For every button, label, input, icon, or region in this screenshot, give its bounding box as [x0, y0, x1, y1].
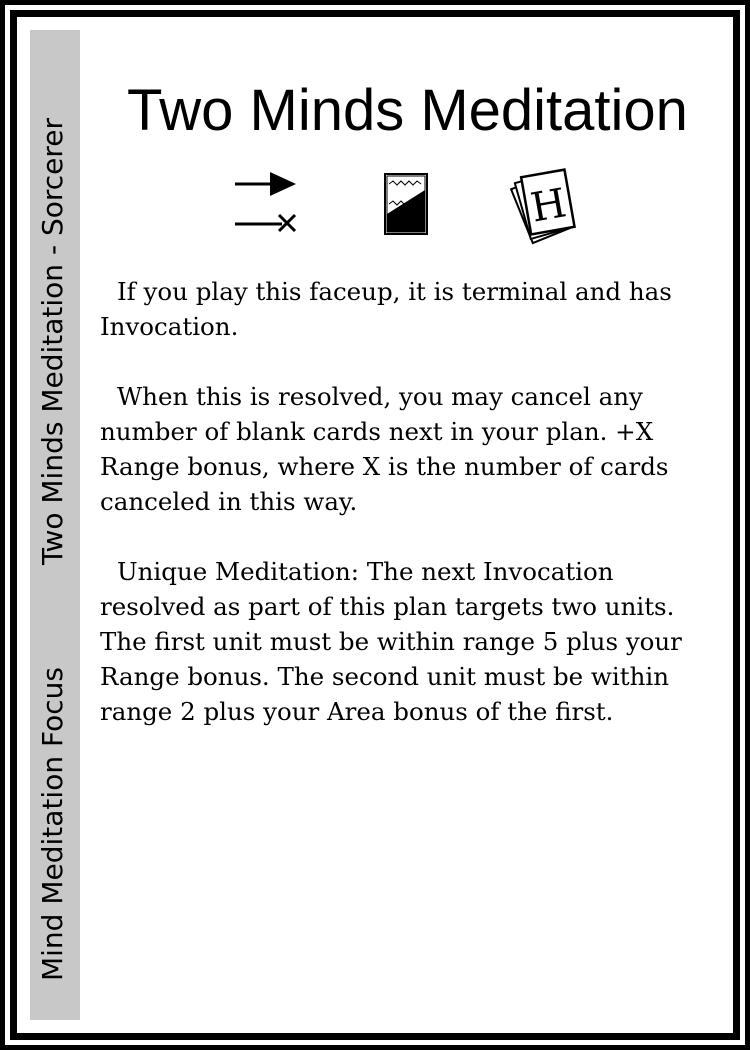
rules-paragraph: If you play this faceup, it is terminal and has Invocation. [100, 277, 672, 341]
arrow-cancel-icon [230, 168, 302, 240]
side-label-card-class: Two Minds Meditation - Sorcerer [36, 117, 69, 565]
rules-text [100, 274, 700, 764]
side-label-card-type: Mind Meditation Focus [36, 667, 69, 981]
half-filled-card-icon [380, 170, 432, 238]
rules-paragraph: Unique Meditation: The next Invocation resolved as part of this plan targets two units. The first unit must be within range 5 plus your Range bonus. The second unit must be within range 2 plus your Area bonus of the first. [100, 557, 682, 726]
rules-paragraph: When this is resolved, you may cancel any number of blank cards next in your plan. +X Range bonus, where X is the number of cards canceled in this way. [100, 382, 669, 516]
card-title: Two Minds Meditation [127, 78, 688, 143]
hand-icon-letter: H [527, 180, 570, 232]
hand-of-cards-icon [502, 163, 588, 245]
